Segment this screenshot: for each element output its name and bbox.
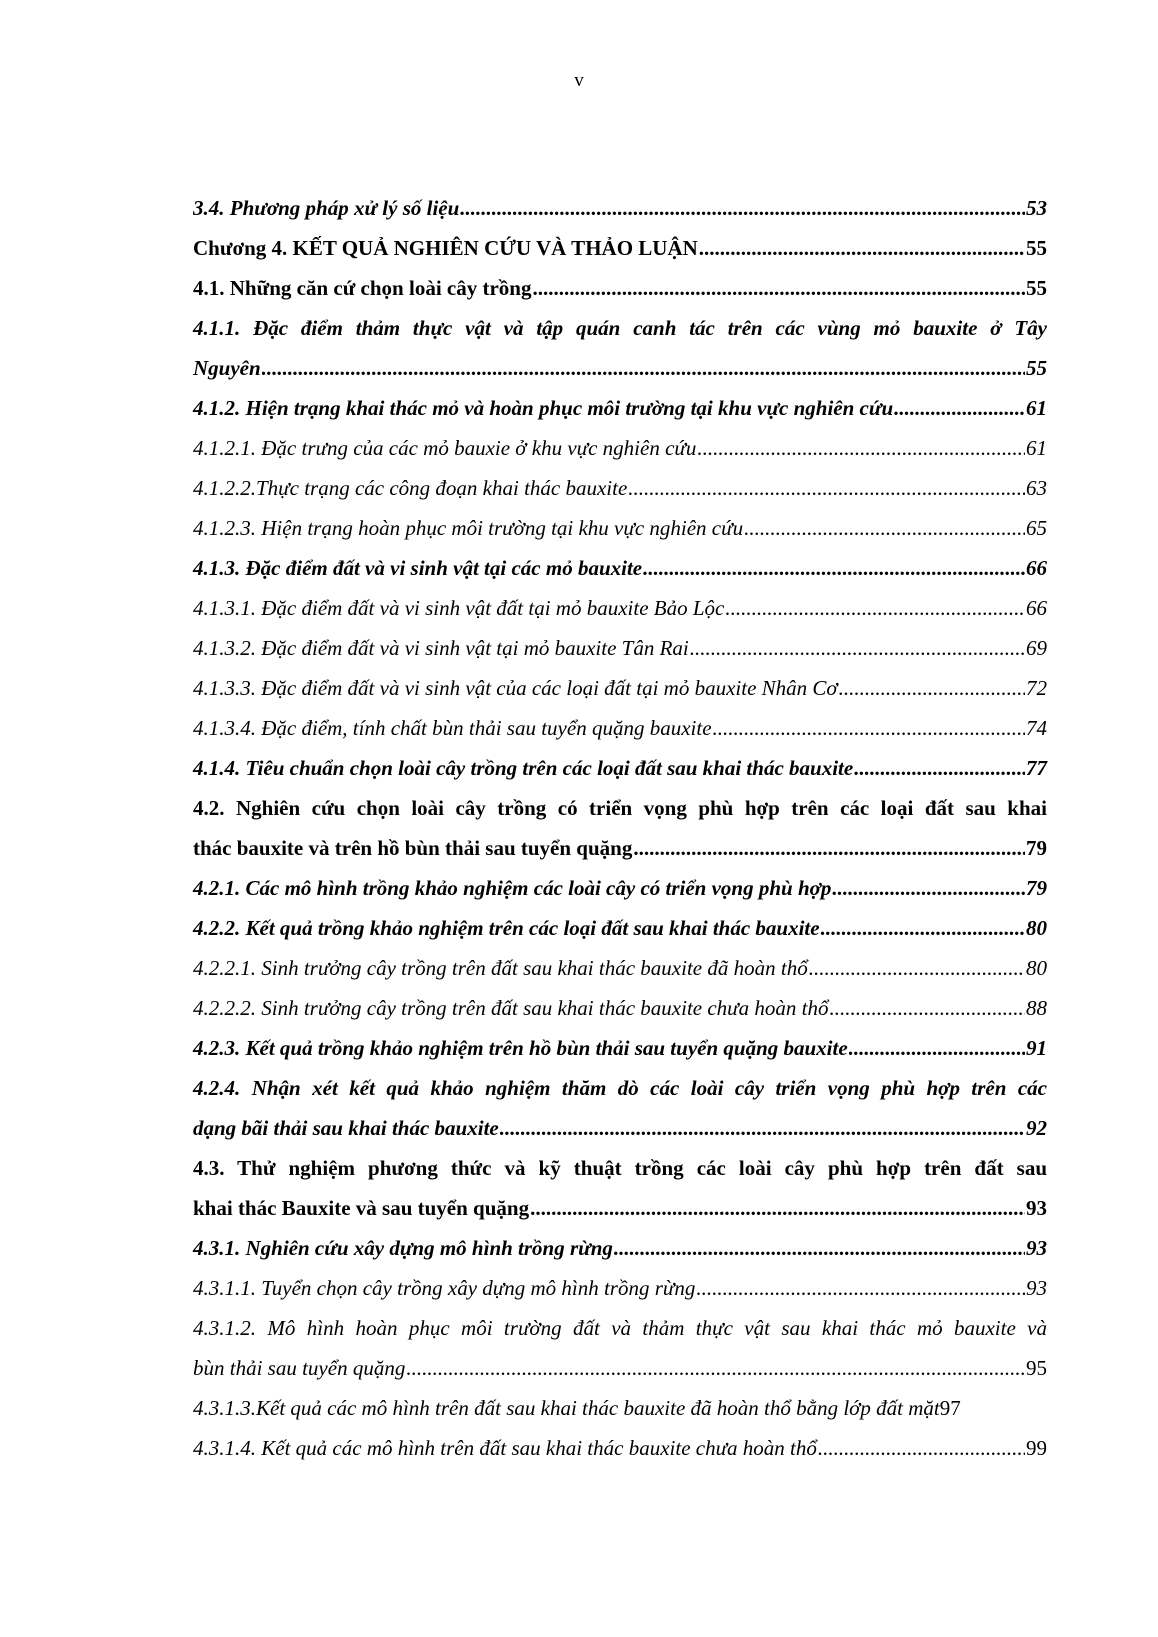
toc-page-number: 65 bbox=[1026, 516, 1047, 540]
toc-entry-line bbox=[193, 268, 1047, 308]
toc-entry[interactable] bbox=[193, 468, 1047, 508]
toc-entry-line bbox=[193, 1028, 1047, 1068]
toc-entry-title: 4.2.2. Kết quả trồng khảo nghiệm trên các loại đất sau khai thác bauxite bbox=[193, 916, 820, 940]
dot-leader bbox=[725, 588, 1025, 628]
toc-page-number: 93 bbox=[1026, 1236, 1047, 1260]
toc-entry[interactable] bbox=[193, 908, 1047, 948]
toc-entry-line bbox=[193, 508, 1047, 548]
toc-entry[interactable] bbox=[193, 188, 1047, 228]
toc-entry-line bbox=[193, 468, 1047, 508]
toc-entry-title: khai thác Bauxite và sau tuyển quặng bbox=[193, 1196, 530, 1220]
toc-entry-title: 4.2.2.2. Sinh trưởng cây trồng trên đất sau khai thác bauxite chưa hoàn thổ bbox=[193, 996, 829, 1020]
toc-entry[interactable] bbox=[193, 1228, 1047, 1268]
toc-entry-line bbox=[193, 308, 1047, 348]
toc-entry[interactable] bbox=[193, 268, 1047, 308]
toc-entry-title: 4.1.3.1. Đặc điểm đất và vi sinh vật đất tại mỏ bauxite Bảo Lộc bbox=[193, 596, 725, 620]
toc-page-number: 97 bbox=[939, 1396, 961, 1420]
toc-entry-line bbox=[193, 668, 1047, 708]
toc-entry-title: 4.1.1. Đặc điểm thảm thực vật và tập quán canh tác trên các vùng mỏ bauxite ở Tây bbox=[193, 316, 1047, 340]
toc-entry-line bbox=[193, 948, 1047, 988]
dot-leader bbox=[849, 1028, 1025, 1068]
toc-entry[interactable] bbox=[193, 868, 1047, 908]
toc-entry-title: thác bauxite và trên hồ bùn thải sau tuyển quặng bbox=[193, 836, 633, 860]
toc-entry[interactable] bbox=[193, 228, 1047, 268]
dot-leader bbox=[406, 1348, 1025, 1388]
toc-entry[interactable] bbox=[193, 1148, 1047, 1228]
dot-leader bbox=[262, 348, 1025, 388]
dot-leader bbox=[832, 868, 1025, 908]
toc-entry[interactable] bbox=[193, 1268, 1047, 1308]
toc-page-number: 79 bbox=[1026, 876, 1047, 900]
toc-entry-line bbox=[193, 1348, 1047, 1388]
toc-entry[interactable] bbox=[193, 588, 1047, 628]
toc-entry-title: 4.1.2.1. Đặc trưng của các mỏ bauxie ở khu vực nghiên cứu bbox=[193, 436, 697, 460]
toc-entry-line bbox=[193, 1188, 1047, 1228]
toc-entry-line bbox=[193, 628, 1047, 668]
toc-page-number: 92 bbox=[1026, 1116, 1047, 1140]
toc-entry-title: 4.2.1. Các mô hình trồng khảo nghiệm các loài cây có triển vọng phù hợp bbox=[193, 876, 832, 900]
toc-entry-title: bùn thải sau tuyển quặng bbox=[193, 1356, 406, 1380]
toc-page-number: 93 bbox=[1026, 1276, 1047, 1300]
toc-entry[interactable] bbox=[193, 948, 1047, 988]
toc-page-number: 79 bbox=[1026, 836, 1047, 860]
toc-entry[interactable] bbox=[193, 508, 1047, 548]
dot-leader bbox=[699, 228, 1025, 268]
toc-entry-title: 3.4. Phương pháp xử lý số liệu bbox=[193, 196, 460, 220]
toc-page-number: 77 bbox=[1026, 756, 1047, 780]
toc-entry-line bbox=[193, 908, 1047, 948]
dot-leader bbox=[460, 188, 1025, 228]
toc-entry-title: 4.2.4. Nhận xét kết quả khảo nghiệm thăm dò các loài cây triển vọng phù hợp trên các bbox=[193, 1076, 1047, 1100]
toc-entry-line bbox=[193, 1308, 1047, 1348]
dot-leader bbox=[628, 468, 1025, 508]
toc-entry-title: 4.3.1.1. Tuyển chọn cây trồng xây dựng mô hình trồng rừng bbox=[193, 1276, 696, 1300]
toc-entry-title: 4.1.3.4. Đặc điểm, tính chất bùn thải sau tuyển quặng bauxite bbox=[193, 716, 712, 740]
toc-entry[interactable] bbox=[193, 628, 1047, 668]
toc-page-number: 91 bbox=[1026, 1036, 1047, 1060]
toc-page-number: 66 bbox=[1026, 556, 1047, 580]
toc-entry-title: 4.1.2.2.Thực trạng các công đoạn khai thác bauxite bbox=[193, 476, 628, 500]
toc-page-number: 69 bbox=[1026, 636, 1047, 660]
toc-entry-title: 4.1.4. Tiêu chuẩn chọn loài cây trồng trên các loại đất sau khai thác bauxite bbox=[193, 756, 854, 780]
toc-page-number: 55 bbox=[1026, 356, 1047, 380]
toc-entry-line bbox=[193, 588, 1047, 628]
page-number: v bbox=[574, 70, 584, 91]
toc-entry-line bbox=[193, 1068, 1047, 1108]
toc-page-number: 95 bbox=[1026, 1356, 1047, 1380]
toc-entry-title: 4.3.1.3.Kết quả các mô hình trên đất sau khai thác bauxite đã hoàn thổ bằng lớp đất mặt bbox=[193, 1396, 940, 1420]
dot-leader bbox=[713, 708, 1025, 748]
toc-entry-title: Chương 4. KẾT QUẢ NGHIÊN CỨU VÀ THẢO LUẬN bbox=[193, 236, 698, 260]
toc-entry-line bbox=[193, 988, 1047, 1028]
dot-leader bbox=[839, 668, 1025, 708]
toc-entry[interactable] bbox=[193, 1028, 1047, 1068]
toc-entry[interactable] bbox=[193, 788, 1047, 868]
toc-entry-line bbox=[193, 828, 1047, 868]
dot-leader bbox=[821, 908, 1025, 948]
toc-entry[interactable] bbox=[193, 548, 1047, 588]
toc-entry-line bbox=[193, 1108, 1047, 1148]
toc-entry-line bbox=[193, 788, 1047, 828]
toc-page-number: 55 bbox=[1026, 236, 1047, 260]
toc-page-number: 61 bbox=[1026, 396, 1047, 420]
toc-page-number: 61 bbox=[1026, 436, 1047, 460]
toc-entry[interactable] bbox=[193, 428, 1047, 468]
dot-leader bbox=[532, 268, 1025, 308]
dot-leader bbox=[696, 1268, 1025, 1308]
toc-entry-title: 4.1.2.3. Hiện trạng hoàn phục môi trường tại khu vực nghiên cứu bbox=[193, 516, 744, 540]
toc-entry-line bbox=[193, 1228, 1047, 1268]
toc-entry[interactable] bbox=[193, 308, 1047, 388]
toc-entry-title: 4.3. Thử nghiệm phương thức và kỹ thuật trồng các loài cây phù hợp trên đất sau bbox=[193, 1156, 1047, 1180]
dot-leader bbox=[809, 948, 1025, 988]
toc-page-number: 99 bbox=[1026, 1436, 1047, 1460]
toc-entry-line bbox=[193, 708, 1047, 748]
toc-entry-title: 4.2.2.1. Sinh trưởng cây trồng trên đất sau khai thác bauxite đã hoàn thổ bbox=[193, 956, 808, 980]
toc-entry-title: Nguyên bbox=[193, 356, 261, 380]
toc-entry-line bbox=[193, 388, 1047, 428]
toc-entry-title: 4.1.3.3. Đặc điểm đất và vi sinh vật của các loại đất tại mỏ bauxite Nhân Cơ bbox=[193, 676, 838, 700]
toc-entry-title: 4.1.3. Đặc điểm đất và vi sinh vật tại các mỏ bauxite bbox=[193, 556, 643, 580]
toc-entry[interactable] bbox=[193, 1428, 1047, 1468]
dot-leader bbox=[829, 988, 1025, 1028]
toc-entry-line bbox=[193, 348, 1047, 388]
table-of-contents bbox=[193, 188, 1047, 1468]
toc-entry[interactable] bbox=[193, 988, 1047, 1028]
dot-leader bbox=[697, 428, 1025, 468]
toc-entry-line bbox=[193, 1148, 1047, 1188]
dot-leader bbox=[818, 1428, 1025, 1468]
toc-entry-line bbox=[193, 228, 1047, 268]
toc-page-number: 66 bbox=[1026, 596, 1047, 620]
toc-entry-line bbox=[193, 548, 1047, 588]
toc-entry-title: 4.3.1.2. Mô hình hoàn phục môi trường đất và thảm thực vật sau khai thác mỏ bauxite và bbox=[193, 1316, 1047, 1340]
toc-page-number: 80 bbox=[1026, 916, 1047, 940]
toc-page-number: 53 bbox=[1026, 196, 1047, 220]
toc-entry-line bbox=[193, 188, 1047, 228]
toc-entry-title: 4.2.3. Kết quả trồng khảo nghiệm trên hồ bùn thải sau tuyển quặng bauxite bbox=[193, 1036, 848, 1060]
toc-entry-line bbox=[193, 868, 1047, 908]
toc-page-number: 93 bbox=[1026, 1196, 1047, 1220]
toc-page-number: 72 bbox=[1026, 676, 1047, 700]
toc-entry-line bbox=[193, 1428, 1047, 1468]
dot-leader bbox=[500, 1108, 1025, 1148]
toc-entry[interactable] bbox=[193, 1388, 1047, 1428]
toc-entry-line bbox=[193, 428, 1047, 468]
toc-page-number: 55 bbox=[1026, 276, 1047, 300]
dot-leader bbox=[633, 828, 1025, 868]
toc-entry-title: 4.1. Những căn cứ chọn loài cây trồng bbox=[193, 276, 532, 300]
toc-page-number: 80 bbox=[1026, 956, 1047, 980]
toc-entry-title: 4.3.1. Nghiên cứu xây dựng mô hình trồng rừng bbox=[193, 1236, 613, 1260]
toc-entry[interactable] bbox=[193, 1308, 1047, 1388]
toc-entry-title: 4.3.1.4. Kết quả các mô hình trên đất sau khai thác bauxite chưa hoàn thổ bbox=[193, 1436, 817, 1460]
dot-leader bbox=[854, 748, 1025, 788]
toc-page-number: 74 bbox=[1026, 716, 1047, 740]
toc-entry-title: dạng bãi thải sau khai thác bauxite bbox=[193, 1116, 499, 1140]
toc-entry[interactable] bbox=[193, 668, 1047, 708]
dot-leader bbox=[643, 548, 1025, 588]
dot-leader bbox=[530, 1188, 1025, 1228]
toc-entry-line bbox=[193, 748, 1047, 788]
toc-entry[interactable] bbox=[193, 748, 1047, 788]
toc-entry-title: 4.1.3.2. Đặc điểm đất và vi sinh vật tại mỏ bauxite Tân Rai bbox=[193, 636, 689, 660]
dot-leader bbox=[614, 1228, 1025, 1268]
toc-page-number: 88 bbox=[1026, 996, 1047, 1020]
toc-entry-line bbox=[193, 1388, 1047, 1428]
toc-entry-title: 4.1.2. Hiện trạng khai thác mỏ và hoàn phục môi trường tại khu vực nghiên cứu bbox=[193, 396, 894, 420]
dot-leader bbox=[894, 388, 1025, 428]
toc-page-number: 63 bbox=[1026, 476, 1047, 500]
toc-entry-title: 4.2. Nghiên cứu chọn loài cây trồng có triển vọng phù hợp trên các loại đất sau khai bbox=[193, 796, 1047, 820]
dot-leader bbox=[690, 628, 1025, 668]
toc-entry-line bbox=[193, 1268, 1047, 1308]
toc-entry[interactable] bbox=[193, 1068, 1047, 1148]
dot-leader bbox=[744, 508, 1025, 548]
toc-entry[interactable] bbox=[193, 388, 1047, 428]
toc-entry[interactable] bbox=[193, 708, 1047, 748]
